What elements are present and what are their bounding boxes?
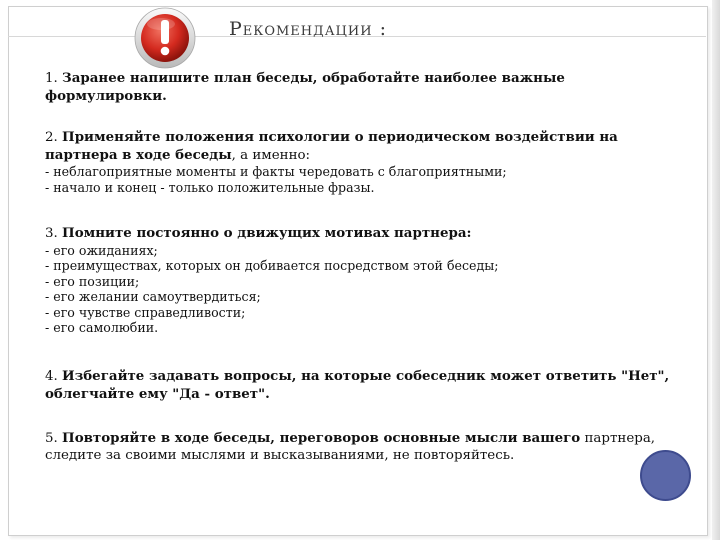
point-4-bold: Избегайте задавать вопросы, на которые собеседник может ответить "Нет", облегчайте ему "Да - ответ". [45,368,670,402]
point-2-rest: , а именно: [231,147,311,163]
point-2-number: 2. [45,130,63,145]
exclamation-circle-icon [134,7,196,69]
point-5-number: 5. [45,431,63,446]
slide-title: Рекомендации : [229,18,387,40]
point-3-sub-4: - его желании самоутвердиться; [45,289,261,304]
point-4-number: 4. [45,369,63,384]
point-3-number: 3. [45,226,63,241]
point-3 [45,225,499,336]
point-5-bold: Повторяйте в ходе беседы, переговоров основные мысли вашего [62,430,581,446]
point-3-sub-5: - его чувстве справедливости; [45,304,246,320]
point-2 [45,129,685,195]
point-2-bold: Применяйте положения психологии о периодическом воздействии на партнера в ходе беседы [45,129,618,163]
point-1 [45,70,685,105]
point-4 [45,368,685,403]
decorative-circle [640,450,691,501]
point-1-bold: Заранее напишите план беседы, обработайте наиболее важные формулировки. [45,70,565,104]
point-5 [45,430,685,464]
point-3-bold: Помните постоянно о движущих мотивах партнера: [62,225,472,241]
point-3-sub-2: - преимуществах, которых он добивается посредством этой беседы; [45,258,499,273]
point-5-rest: партнера, следите за своими мыслями и высказываниями, не повторяйтесь. [45,431,656,463]
scrollbar-rail [712,0,720,540]
point-1-number: 1. [45,71,63,86]
point-3-sub-1: - его ожиданиях; [45,242,158,258]
point-2-sub-2: - начало и конец - только положительные фразы. [45,179,375,195]
point-3-sub-6: - его самолюбии. [45,320,159,335]
point-2-sub-1: - неблагоприятные моменты и факты чередовать с благоприятными; [45,164,507,179]
point-3-sub-3: - его позиции; [45,273,140,289]
